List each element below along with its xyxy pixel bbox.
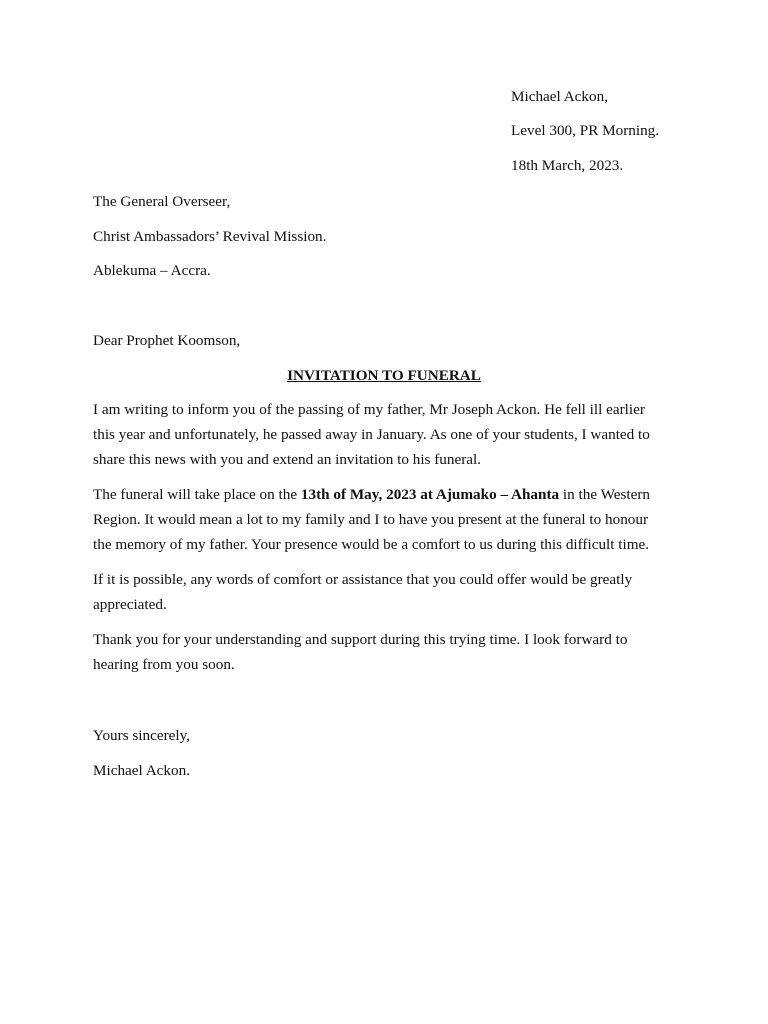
paragraph-2-line-1-end: in the Western xyxy=(559,486,650,503)
recipient-location: Ablekuma – Accra. xyxy=(93,262,211,279)
paragraph-1-line-1: I am writing to inform you of the passing of my father, Mr Joseph Ackon. He fell ill earlier xyxy=(93,401,645,418)
paragraph-3 xyxy=(93,567,693,617)
paragraph-4-line-1: Thank you for your understanding and support during this trying time. I look forward to xyxy=(93,631,628,648)
signature-name: Michael Ackon. xyxy=(93,762,191,779)
paragraph-4-line-2: hearing from you soon. xyxy=(93,656,235,673)
paragraph-2-line-2: Region. It would mean a lot to my family and I to have you present at the funeral to honour xyxy=(93,511,649,528)
letter-subject: INVITATION TO FUNERAL xyxy=(287,367,481,384)
sender-name: Michael Ackon, xyxy=(511,88,609,105)
paragraph-1-line-2: this year and unfortunately, he passed away in January. As one of your students, I wanted to xyxy=(93,426,650,443)
recipient-title: The General Overseer, xyxy=(93,193,231,210)
paragraph-3-line-2: appreciated. xyxy=(93,596,167,613)
paragraph-2 xyxy=(93,482,693,557)
salutation: Dear Prophet Koomson, xyxy=(93,332,241,349)
paragraph-4 xyxy=(93,627,693,677)
paragraph-2-line-1 xyxy=(93,482,693,507)
sender-date: 18th March, 2023. xyxy=(511,157,624,174)
paragraph-2-line-1-start: The funeral will take place on the xyxy=(93,486,301,503)
sender-level: Level 300, PR Morning. xyxy=(511,122,660,139)
recipient-organization: Christ Ambassadors’ Revival Mission. xyxy=(93,228,327,245)
paragraph-2-line-3: the memory of my father. Your presence would be a comfort to us during this difficult time. xyxy=(93,536,650,553)
valediction: Yours sincerely, xyxy=(93,727,191,744)
paragraph-1-line-3: share this news with you and extend an invitation to his funeral. xyxy=(93,451,482,468)
funeral-date-location: 13th of May, 2023 at Ajumako – Ahanta xyxy=(300,486,560,503)
paragraph-1 xyxy=(93,397,693,472)
paragraph-3-line-1: If it is possible, any words of comfort or assistance that you could offer would be greatly xyxy=(93,571,633,588)
